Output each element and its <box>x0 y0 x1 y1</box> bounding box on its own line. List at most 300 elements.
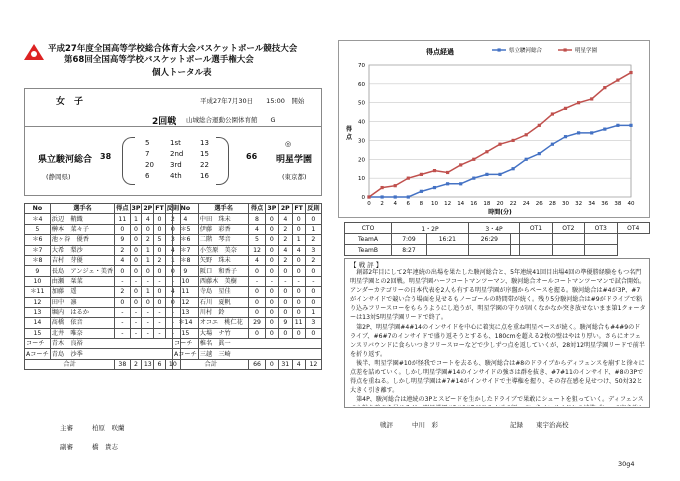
cto-cell: 7:09 <box>392 234 427 245</box>
review-paragraph: 第2P、明星学園#4#14のインサイドを中心に着実に点を重ね明星ペースが続く。駿河総合も#4#9のドライブ、#6#7のインサイドで盛り返そうとするも、180cmを超える2枚の壁はやはり厚い。さらにオフェンスリバウンドに食らいつきフリースローなどで少しずつ点を返していくが、28対12明星学園リードで前半を折り返す。 <box>350 323 645 358</box>
x-tick-label: 8 <box>419 201 424 207</box>
cto-header: 1・2P <box>392 223 469 234</box>
player-row <box>25 266 181 276</box>
player-row <box>25 307 181 317</box>
x-tick-label: 28 <box>548 201 556 207</box>
stat-cell: 0 <box>265 245 278 255</box>
data-point <box>564 135 567 138</box>
stat-cell: 0 <box>292 266 305 276</box>
cto-cell <box>468 245 510 256</box>
stat-cell: ＊4 <box>25 214 51 224</box>
x-axis-label: 時間(分) <box>488 209 512 216</box>
stat-cell: - <box>292 276 305 286</box>
data-point <box>459 163 462 166</box>
period-home-score: 6 <box>145 172 150 180</box>
stat-cell: - <box>279 276 292 286</box>
home-team-pref: (静岡県) <box>46 173 71 181</box>
stat-cell: 12 <box>173 297 199 307</box>
stat-cell: 0 <box>265 297 278 307</box>
x-tick-label: 4 <box>393 201 397 207</box>
player-row <box>173 255 322 265</box>
stat-cell: 0 <box>265 307 278 317</box>
player-name: 田中 凛 <box>50 297 114 307</box>
cto-cell <box>520 234 552 245</box>
stat-cell: 1 <box>142 245 154 255</box>
data-point <box>407 177 410 180</box>
cto-cell <box>426 245 468 256</box>
recorder-label: 記録 <box>510 421 523 429</box>
stat-cell: 9 <box>115 235 130 245</box>
period-label: 2nd <box>170 150 184 158</box>
home-stats-table <box>24 203 181 370</box>
data-point <box>603 86 606 89</box>
period-label: 4th <box>170 172 182 180</box>
player-row <box>173 224 322 234</box>
data-point <box>472 177 475 180</box>
coach-role: Aコーチ <box>174 350 197 358</box>
umpire-name: 橋 貴志 <box>92 443 118 451</box>
total-cell: 12 <box>305 359 321 369</box>
data-point <box>367 195 370 198</box>
y-tick-label: 30 <box>358 138 365 145</box>
stat-cell: - <box>130 328 142 338</box>
stat-cell: 1 <box>305 307 321 317</box>
data-point <box>485 173 488 176</box>
chart-title: 得点経過 <box>426 48 454 56</box>
player-row <box>25 297 181 307</box>
player-row <box>173 287 322 297</box>
player-name: 池ヶ谷 優香 <box>50 235 114 245</box>
stat-cell: 0 <box>279 297 292 307</box>
player-row <box>25 276 181 286</box>
coach-name: 青木 良裕 <box>50 339 180 349</box>
total-cell: 66 <box>249 359 265 369</box>
stat-cell: 4 <box>142 214 154 224</box>
player-name: 伊藤 彩香 <box>198 224 249 234</box>
stat-cell: 0 <box>142 224 154 234</box>
legend-marker <box>564 48 567 51</box>
stat-cell: 0 <box>154 214 165 224</box>
x-tick-label: 2 <box>380 201 384 207</box>
page-subtitle: 個人トータル表 <box>152 68 212 78</box>
cto-header: OT3 <box>585 223 617 234</box>
away-team-pref: (東京都) <box>282 173 307 181</box>
stat-cell: 0 <box>265 255 278 265</box>
data-point <box>616 124 619 127</box>
player-row <box>173 328 322 338</box>
chart-svg <box>339 41 649 217</box>
cto-cell <box>520 245 552 256</box>
stat-cell: 0 <box>154 224 165 234</box>
stat-cell: - <box>115 307 130 317</box>
stat-cell: 2 <box>305 235 321 245</box>
player-name: 西藤木 美樹 <box>198 276 249 286</box>
stat-cell: 0 <box>115 266 130 276</box>
cto-header: OT1 <box>520 223 552 234</box>
x-tick-label: 34 <box>588 201 596 207</box>
coach-role: Aコーチ <box>26 350 49 358</box>
player-name: 小笠原 美奈 <box>198 245 249 255</box>
legend-marker <box>498 48 501 51</box>
data-point <box>577 101 580 104</box>
stat-cell: 0 <box>279 328 292 338</box>
player-name: 大場 ナ竹 <box>198 328 249 338</box>
stat-cell: ＊6 <box>173 235 199 245</box>
stat-cell: 15 <box>173 328 199 338</box>
player-name: 堀内 はるか <box>50 307 114 317</box>
stat-cell: 0 <box>130 266 142 276</box>
player-name: 阪口 和香子 <box>198 266 249 276</box>
stat-cell: 0 <box>279 287 292 297</box>
stat-cell: 0 <box>292 287 305 297</box>
stat-cell: ＊8 <box>173 255 199 265</box>
cto-header: OT2 <box>552 223 584 234</box>
info-divider <box>24 126 322 127</box>
stat-cell: 1 <box>130 214 142 224</box>
stat-cell: 2 <box>279 255 292 265</box>
data-point <box>512 139 515 142</box>
period-label: 1st <box>170 139 181 147</box>
data-point <box>629 124 632 127</box>
stat-cell: - <box>265 276 278 286</box>
stat-cell: 0 <box>142 297 154 307</box>
period-away-score: 22 <box>200 161 209 169</box>
stat-cell: 4 <box>249 224 265 234</box>
stat-header-cell: 2P <box>279 204 292 214</box>
stat-header-cell: No <box>173 204 199 214</box>
period-home-score: 5 <box>145 139 150 147</box>
stat-cell: 0 <box>130 287 142 297</box>
stat-cell: 0 <box>305 328 321 338</box>
stat-cell: 0 <box>130 297 142 307</box>
stat-cell: 0 <box>165 297 180 307</box>
data-point <box>551 143 554 146</box>
total-cell: 38 <box>115 359 130 369</box>
data-point <box>407 195 410 198</box>
stat-header-cell: No <box>25 204 51 214</box>
x-tick-label: 32 <box>575 201 583 207</box>
flag-icon <box>22 42 46 62</box>
stat-cell: 0 <box>165 266 180 276</box>
cto-cell <box>552 234 584 245</box>
stat-cell: 4 <box>279 214 292 224</box>
stat-cell: - <box>165 318 180 328</box>
player-row <box>173 266 322 276</box>
stat-cell: 9 <box>279 318 292 328</box>
x-tick-label: 22 <box>509 201 517 207</box>
cto-header: CTO <box>345 223 392 234</box>
home-total-score: 38 <box>100 152 112 161</box>
stat-cell: 2 <box>115 287 130 297</box>
stat-cell: - <box>142 328 154 338</box>
stat-cell: 0 <box>265 214 278 224</box>
stat-header-cell: FT <box>155 205 164 213</box>
player-row <box>25 255 181 265</box>
stat-cell: - <box>130 307 142 317</box>
stat-cell: 0 <box>130 224 142 234</box>
player-name: 二階 琴音 <box>198 235 249 245</box>
stat-cell: 12 <box>25 297 51 307</box>
x-tick-label: 16 <box>470 201 478 207</box>
x-tick-label: 0 <box>367 201 371 207</box>
stat-cell: 0 <box>265 318 278 328</box>
stat-cell: ＊14 <box>173 318 199 328</box>
data-point <box>590 131 593 134</box>
stat-cell: 15 <box>25 328 51 338</box>
stat-cell: 0 <box>265 235 278 245</box>
stat-cell: 0 <box>154 287 165 297</box>
x-tick-label: 20 <box>496 201 504 207</box>
stat-cell: 0 <box>265 328 278 338</box>
stat-cell: ＊11 <box>25 287 51 297</box>
stat-cell: 0 <box>249 328 265 338</box>
review-paragraph: 第4P、駿河総合は連続の3Pとスピードを生かしたドライブで果敢にシュートを狙っていく。ディフェンス <box>356 396 644 404</box>
data-point <box>525 158 528 161</box>
gender-label: 女 子 <box>56 97 84 107</box>
data-point <box>525 133 528 136</box>
stat-cell: 2 <box>115 245 130 255</box>
stat-cell: 10 <box>25 276 51 286</box>
stat-header-cell: 選手名 <box>50 204 114 214</box>
score-progress-chart <box>338 40 650 218</box>
writer-label: 戦評 <box>380 421 393 429</box>
home-team-name: 県立駿河総合 <box>38 155 93 165</box>
away-total-score: 66 <box>246 152 258 161</box>
x-tick-label: 38 <box>614 201 622 207</box>
x-tick-label: 12 <box>444 201 452 207</box>
stat-cell: 8 <box>249 214 265 224</box>
y-tick-label: 20 <box>358 157 365 164</box>
title-line-1: 平成27年度全国高等学校総合体育大会バスケットボール競技大会 <box>48 44 298 54</box>
stat-cell: 5 <box>154 235 165 245</box>
writer-name: 中川 彩 <box>412 421 438 429</box>
data-point <box>498 143 501 146</box>
score-bracket-left <box>122 137 135 185</box>
x-tick-label: 10 <box>431 201 438 207</box>
stat-cell: 4 <box>249 255 265 265</box>
stat-cell: 0 <box>265 224 278 234</box>
data-point <box>538 152 541 155</box>
player-name: 浜辺 鞘織 <box>50 214 114 224</box>
stat-cell: 29 <box>249 318 265 328</box>
stat-cell: - <box>115 328 130 338</box>
cto-cell: TeamA <box>345 234 392 245</box>
coach-name: 青島 沙季 <box>50 349 180 359</box>
cto-cell: 8:27 <box>392 245 427 256</box>
x-tick-label: 18 <box>483 201 491 207</box>
x-tick-label: 26 <box>535 201 543 207</box>
player-row <box>25 224 181 234</box>
stat-cell: 0 <box>115 224 130 234</box>
stat-cell: 1 <box>292 235 305 245</box>
stat-cell: 3 <box>305 318 321 328</box>
data-point <box>512 167 515 170</box>
timeout-table <box>344 222 650 256</box>
stat-cell: - <box>165 307 180 317</box>
stat-cell: 2 <box>305 255 321 265</box>
player-name: 吉村 芽優 <box>50 255 114 265</box>
data-point <box>433 169 436 172</box>
stat-cell: 0 <box>165 224 180 234</box>
stat-cell: 14 <box>25 318 51 328</box>
stat-cell: 0 <box>249 297 265 307</box>
cto-header: OT4 <box>617 223 650 234</box>
data-point <box>433 186 436 189</box>
page-number: 30g4 <box>618 460 635 468</box>
stat-cell: 2 <box>142 235 154 245</box>
stat-cell: 0 <box>115 297 130 307</box>
review-paragraph: 後半、明星学園#10が怪我でコートを去るも、駿河総合は#8のドライブからディフェンスを崩すと徐々に点差を詰めていく。しかし明星学園#14のインサイドの強さは群を抜き、#7#11のインサイド、#8の3Pで得点を重ねる。しかし明星学園は#7#14がインサイドで主導権を握り、その存在感を見せつけ、50対32と大きく引き離す。 <box>350 359 645 395</box>
stat-header-cell: 3P <box>131 205 141 213</box>
coach-name: 三越 三崎 <box>198 349 321 359</box>
data-point <box>420 173 423 176</box>
game-datetime: 平成27年7月30日 15:00 開始 <box>200 97 305 105</box>
stat-cell: 0 <box>292 255 305 265</box>
stat-cell: 0 <box>305 266 321 276</box>
total-cell: 6 <box>154 359 165 369</box>
data-point <box>538 124 541 127</box>
stat-cell: 0 <box>292 224 305 234</box>
player-row <box>25 214 181 224</box>
player-name: 中田 珠未 <box>198 214 249 224</box>
player-name: 髙橋 依音 <box>50 318 114 328</box>
coach-name: 椎名 眞一 <box>198 339 321 349</box>
stat-cell: 2 <box>279 224 292 234</box>
total-cell: 13 <box>143 361 152 369</box>
stat-cell: ＊7 <box>25 245 51 255</box>
x-tick-label: 14 <box>457 201 465 207</box>
stat-cell: 4 <box>115 255 130 265</box>
stat-cell: - <box>165 276 180 286</box>
cto-cell: 16:21 <box>426 234 468 245</box>
data-point <box>603 128 606 131</box>
y-tick-label: 0 <box>361 195 365 201</box>
stat-cell: 9 <box>173 266 199 276</box>
data-point <box>590 97 593 100</box>
y-tick-label: 70 <box>358 63 365 69</box>
review-text <box>350 268 646 406</box>
data-point <box>551 112 554 115</box>
stat-cell: 0 <box>130 245 142 255</box>
stat-cell: - <box>142 318 154 328</box>
stat-cell: - <box>142 276 154 286</box>
y-axis-label: 得点 <box>345 126 353 141</box>
player-row <box>173 297 322 307</box>
player-name: 川村 鈴 <box>198 307 249 317</box>
y-tick-label: 50 <box>358 100 365 107</box>
y-tick-label: 60 <box>358 81 365 88</box>
stat-cell: 0 <box>292 297 305 307</box>
score-bracket-right <box>216 137 229 185</box>
stat-header-cell: 反則 <box>307 205 320 213</box>
period-home-score: 7 <box>145 150 150 158</box>
stat-cell: 5 <box>249 235 265 245</box>
total-cell: 10 <box>165 359 180 369</box>
stat-cell: 1 <box>142 287 154 297</box>
stat-cell: 0 <box>265 266 278 276</box>
player-name: 長島 アンジェ・美香 <box>51 267 114 275</box>
review-paragraph: 創部2年目にして2年連続の出場を果たした駿河総合と、5年連続41回目出場4回の準優勝経験をもつ名門明星学園との2回戦。明星学園ハーフコートマンツーマン、駿河総合オールコートマンツーマンで試合開始。アンダーカテゴリーの日本代表を2人も有する明星学園が序盤からペースを握る。駿河総合は#4が3P、#7がインサイドで競い合う場面を見せるもノーゴールの時間帯が続く。残り5分駿河総合は#9がドライブで粘り込みフリースローをもらうようにし追うが、明星学園の守りが固くなかなか突き放せないまま第1クォーターは13対5明星学園リードで終了。 <box>350 269 646 322</box>
period-away-score: 13 <box>200 139 209 147</box>
player-name: 寺島 星佳 <box>198 287 249 297</box>
stat-cell: - <box>154 318 165 328</box>
stat-cell: - <box>115 318 130 328</box>
cto-cell <box>552 245 584 256</box>
data-point <box>472 158 475 161</box>
x-tick-label: 30 <box>562 201 569 207</box>
stat-cell: 0 <box>130 255 142 265</box>
player-row <box>173 245 322 255</box>
stat-cell: 2 <box>165 214 180 224</box>
stat-cell: 0 <box>265 287 278 297</box>
data-point <box>459 182 462 185</box>
stat-cell: 0 <box>249 307 265 317</box>
stat-header-cell: FT <box>292 204 305 214</box>
stat-cell: 4 <box>292 245 305 255</box>
cto-cell <box>510 245 519 256</box>
stat-cell: 4 <box>165 287 180 297</box>
stat-cell: 11 <box>115 214 130 224</box>
player-row <box>25 235 181 245</box>
player-name: オコエ 桃仁花 <box>198 318 249 328</box>
stat-cell: 0 <box>142 266 154 276</box>
period-label: 3rd <box>170 161 182 169</box>
stat-header-cell: 2P <box>143 205 153 213</box>
stat-cell: 0 <box>154 266 165 276</box>
stat-cell: 13 <box>173 307 199 317</box>
y-tick-label: 10 <box>358 176 365 183</box>
x-tick-label: 40 <box>627 201 635 207</box>
away-team-name: 明星学園 <box>276 155 313 165</box>
data-point <box>381 186 384 189</box>
data-point <box>498 173 501 176</box>
stat-cell: - <box>154 307 165 317</box>
stat-cell: - <box>130 276 142 286</box>
total-cell: 4 <box>292 359 305 369</box>
player-name: 矢野 珠未 <box>198 255 249 265</box>
stat-cell: 0 <box>292 307 305 317</box>
stat-cell: 0 <box>292 214 305 224</box>
stat-header-cell: 反則 <box>166 205 180 213</box>
cto-cell: 26:29 <box>468 234 510 245</box>
player-row <box>173 307 322 317</box>
stat-cell: 3 <box>165 235 180 245</box>
stat-cell: - <box>305 276 321 286</box>
data-point <box>485 150 488 153</box>
data-point <box>394 184 397 187</box>
data-point <box>616 78 619 81</box>
stat-cell: - <box>115 276 130 286</box>
stat-cell: 4 <box>279 245 292 255</box>
chief-referee-name: 柏原 咲蘭 <box>92 424 125 432</box>
stat-cell: - <box>154 276 165 286</box>
player-row <box>25 287 181 297</box>
stat-cell: 11 <box>292 318 305 328</box>
stat-header-cell: 選手名 <box>198 204 249 214</box>
stat-header-cell: 得点 <box>250 205 264 213</box>
stat-cell: 0 <box>249 287 265 297</box>
cto-cell <box>585 245 617 256</box>
stat-cell: 0 <box>279 266 292 276</box>
winner-mark: ◎ <box>285 140 292 148</box>
stat-cell: 0 <box>305 297 321 307</box>
stat-cell: 4 <box>173 214 199 224</box>
stat-cell: - <box>142 307 154 317</box>
x-tick-label: 24 <box>522 201 530 207</box>
player-name: 由瀬 栞菜 <box>50 276 114 286</box>
stat-cell: 11 <box>173 287 199 297</box>
coach-role: コーチ <box>25 339 51 349</box>
